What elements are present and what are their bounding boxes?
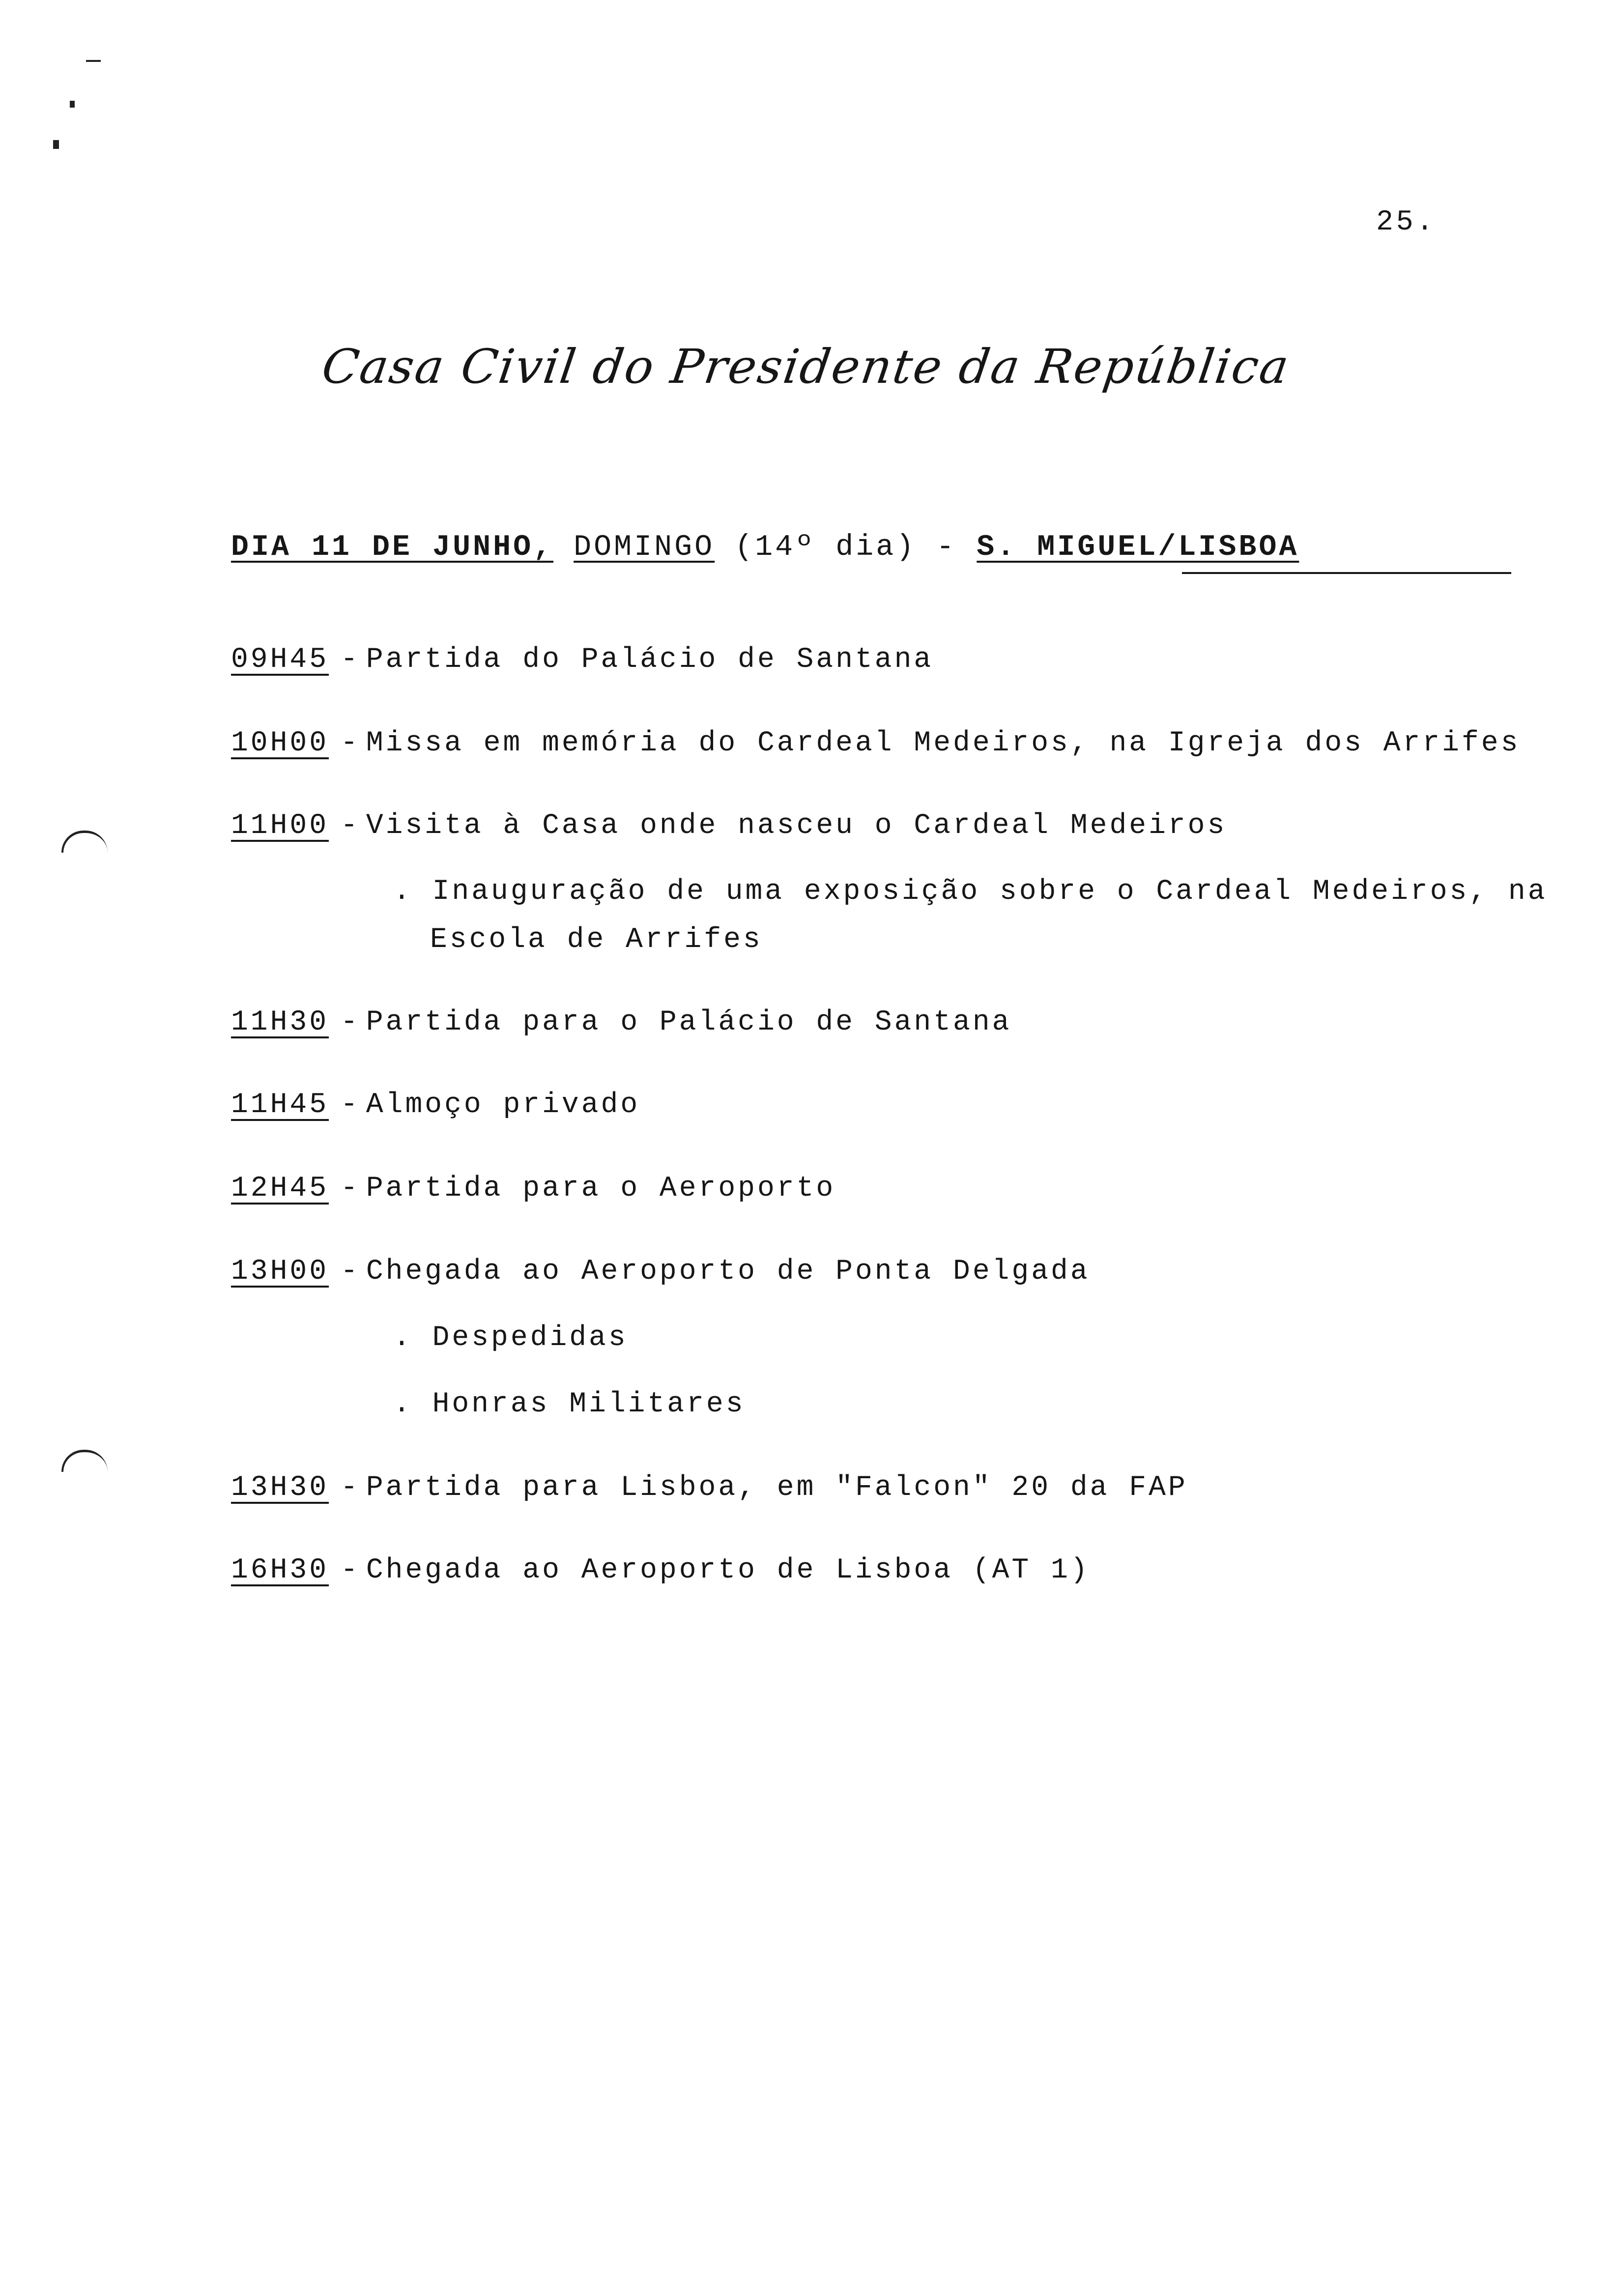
entry-text: Partida para o Aeroporto — [366, 1173, 836, 1205]
entry-text: Visita à Casa onde nasceu o Cardeal Medeiros — [366, 810, 1227, 842]
schedule-heading — [231, 531, 1299, 564]
schedule-entry: 10H00 - Missa em memória do Cardeal Medeiros, na Igreja dos Arrifes — [231, 727, 1521, 759]
entry-text: Missa em memória do Cardeal Medeiros, na Igreja dos Arrifes — [366, 727, 1521, 759]
entry-time: 13H30 — [231, 1472, 329, 1504]
entry-time: 11H30 — [231, 1006, 329, 1038]
schedule-entry: 11H00 - Visita à Casa onde nasceu o Cardeal Medeiros — [231, 810, 1227, 842]
entry-time: 11H45 — [231, 1089, 329, 1121]
entry-time: 09H45 — [231, 644, 329, 676]
entry-text: Partida para Lisboa, em "Falcon" 20 da FAP — [366, 1472, 1188, 1504]
heading-day-count: (14º dia) — [735, 531, 917, 564]
entry-text: Almoço privado — [366, 1089, 640, 1121]
scan-speck — [70, 101, 75, 108]
entry-time: 13H00 — [231, 1256, 329, 1288]
heading-weekday: DOMINGO — [574, 531, 715, 564]
schedule-entry: 11H30 - Partida para o Palácio de Santana — [231, 1006, 1012, 1038]
page-number: 25. — [1376, 206, 1437, 238]
double-underline — [1182, 572, 1511, 574]
heading-dash: - — [936, 531, 957, 564]
entry-text: Partida do Palácio de Santana — [366, 644, 934, 676]
entry-time: 16H30 — [231, 1554, 329, 1586]
schedule-entry: 16H30 - Chegada ao Aeroporto de Lisboa (AT 1) — [231, 1554, 1090, 1586]
entry-text: Chegada ao Aeroporto de Lisboa (AT 1) — [366, 1554, 1090, 1586]
entry-subitem: . Despedidas — [393, 1322, 628, 1354]
schedule-entry: 11H45 - Almoço privado — [231, 1089, 640, 1121]
schedule-entry: 12H45 - Partida para o Aeroporto — [231, 1173, 836, 1205]
punch-hole-mark — [61, 831, 108, 853]
schedule-entry: 09H45 - Partida do Palácio de Santana — [231, 644, 934, 676]
schedule-entry: 13H00 - Chegada ao Aeroporto de Ponta Delgada — [231, 1256, 1090, 1288]
heading-location: S. MIGUEL/LISBOA — [977, 531, 1299, 564]
entry-subitem: . Inauguração de uma exposição sobre o Cardeal Medeiros, na — [393, 876, 1548, 908]
scan-speck — [53, 140, 59, 149]
entry-time: 12H45 — [231, 1173, 329, 1205]
heading-date: DIA 11 DE JUNHO, — [231, 531, 554, 564]
entry-time: 11H00 — [231, 810, 329, 842]
punch-hole-mark — [61, 1450, 108, 1472]
entry-subitem: . Honras Militares — [393, 1388, 746, 1420]
letterhead: Casa Civil do Presidente da República — [318, 339, 1294, 394]
schedule-entry: 13H30 - Partida para Lisboa, em "Falcon" 20 da FAP — [231, 1472, 1188, 1504]
scan-speck — [86, 60, 101, 62]
entry-text: Chegada ao Aeroporto de Ponta Delgada — [366, 1256, 1090, 1288]
entry-text: Partida para o Palácio de Santana — [366, 1006, 1012, 1038]
entry-time: 10H00 — [231, 727, 329, 759]
entry-subitem-continued: Escola de Arrifes — [430, 924, 763, 956]
